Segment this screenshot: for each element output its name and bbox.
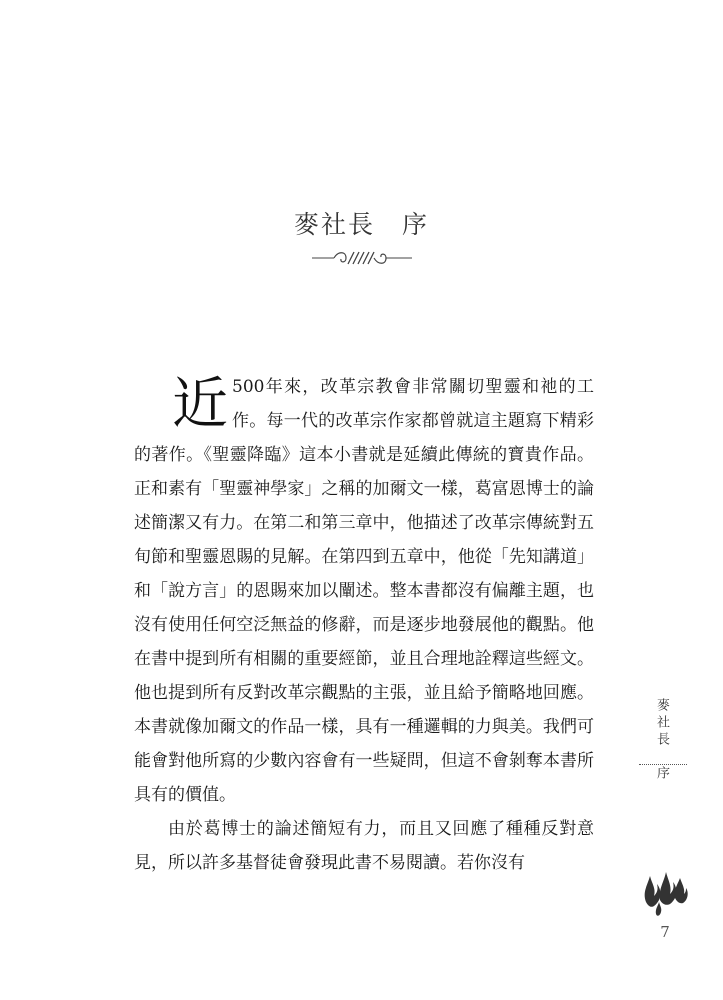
page-number: 7	[660, 923, 670, 941]
side-running-head: 麥社長 序	[654, 698, 669, 783]
drop-cap: 近	[172, 372, 228, 437]
page-title: 麥社長 序	[293, 210, 429, 239]
paragraph-2: 由於葛博士的論述簡短有力，而且又回應了種種反對意見，所以許多基督徒會發現此書不易閱讀。若你沒有	[134, 819, 594, 873]
paragraph-1-text: 500年來，改革宗教會非常關切聖靈和祂的工作。每一代的改革宗作家都曾就這主題寫下精彩的著作。《聖靈降臨》這本小書就是延續此傳統的寶貴作品。正和素有「聖靈神學家」之稱的加爾文一樣，葛富恩博士的論述簡潔又有力。在第二和第三章中，他描述了改革宗傳統對五旬節和聖靈恩賜的見解。在第四到五章中，他從「先知講道」和「說方言」的恩賜來加以闡述。整本書都沒有偏離主題，也沒有使用任何空泛無益的修辭，而是逐步地發展他的觀點。他在書中提到所有相關的重要經節，並且合理地詮釋這些經文。他也提到所有反對改革宗觀點的主張，並且給予簡略地回應。本書就像加爾文的作品一樣，具有一種邏輯的力與美。我們可能會對他所寫的少數內容會有一些疑問，但這不會剝奪本書所具有的價值。	[134, 377, 594, 805]
side-divider	[639, 764, 687, 765]
body-text	[134, 370, 594, 880]
paragraph-1	[134, 370, 594, 812]
flame-icon	[640, 862, 690, 920]
scroll-ornament-icon	[312, 247, 412, 269]
